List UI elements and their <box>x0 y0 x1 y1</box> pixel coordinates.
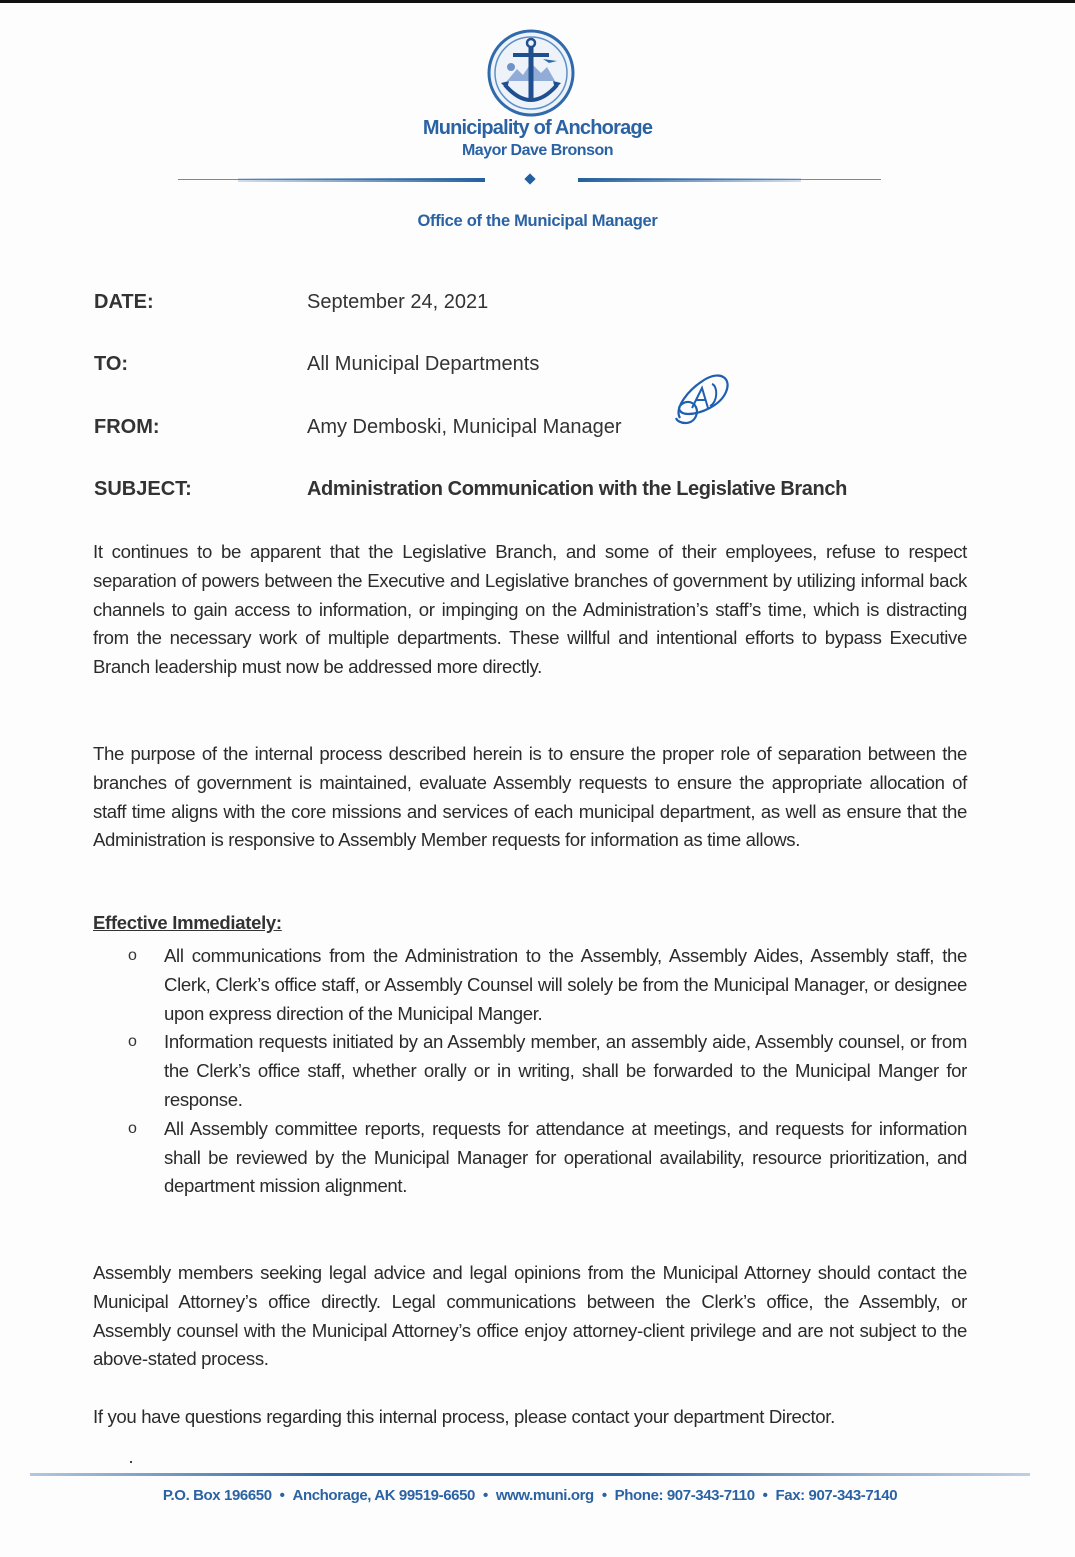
paragraph-contact: If you have questions regarding this internal process, please contact your department Director. <box>93 1406 835 1427</box>
diamond-ornament-icon <box>524 173 535 184</box>
letterhead-rule-right <box>578 178 881 182</box>
from-value: Amy Demboski, Municipal Manager <box>307 416 622 438</box>
footer-phone: Phone: 907-343-7110 <box>614 1487 755 1504</box>
list-item-text: Information requests initiated by an Assembly member, an assembly aide, Assembly counsel, or from the Clerk’s office staff, whether orally or in writing, shall be forwarded to the Municipal Manger for response. <box>164 1031 967 1110</box>
list-item-text: All Assembly committee reports, requests for attendance at meetings, and requests for information shall be reviewed by the Municipal Manager for operational availability, resource prioritization, and department mission alignment. <box>164 1117 967 1197</box>
initials-signature-icon <box>670 368 734 430</box>
to-value: All Municipal Departments <box>307 353 540 375</box>
bullet-separator-icon: • <box>762 1487 768 1504</box>
scan-speck <box>130 1461 132 1463</box>
footer-fax: Fax: 907-343-7140 <box>775 1487 898 1504</box>
footer-city: Anchorage, AK 99519-6650 <box>292 1487 475 1504</box>
bullet-separator-icon: • <box>482 1487 488 1504</box>
list-item <box>128 1115 967 1201</box>
footer-website-link[interactable]: www.muni.org <box>495 1487 594 1504</box>
letterhead-rule-left <box>178 178 485 182</box>
date-value: September 24, 2021 <box>307 291 489 313</box>
date-label: DATE: <box>94 291 154 313</box>
anchorage-seal-icon <box>487 29 575 117</box>
paragraph-purpose: The purpose of the internal process described herein is to ensure the proper role of separation between the branches of government is maintained, evaluate Assembly requests to ensure the appropriate allocation of staff time aligns with the core missions and services of each municipal department, as well as ensure that the Administration is responsive to Assembly Member requests for information as time allows. <box>93 743 967 851</box>
paragraph-legal: Assembly members seeking legal advice and legal opinions from the Municipal Attorney should contact the Municipal Attorney’s office directly. Legal communications between the Clerk’s office, the Assembly, or Assembly counsel with the Municipal Attorney’s office enjoy attorney-client privilege and are not subject to the above-stated process. <box>93 1262 967 1370</box>
subject-value: Administration Communication with the Legislative Branch <box>307 478 847 500</box>
list-item <box>128 1028 967 1114</box>
from-label: FROM: <box>94 416 160 438</box>
paragraph-intro: It continues to be apparent that the Legislative Branch, and some of their employees, refuse to respect separation of powers between the Executive and Legislative branches of government by utilizing informal back channels to gain access to information, or impinging on the Administration’s staff’s time, which is distracting from the necessary work of multiple departments. These willful and intentional efforts to bypass Executive Branch leadership must now be addressed more directly. <box>93 541 967 678</box>
mayor-name: Mayor Dave Bronson <box>461 142 614 159</box>
subject-label: SUBJECT: <box>94 478 192 500</box>
footer-rule <box>30 1473 1030 1476</box>
hollow-bullet-icon: o <box>128 947 137 964</box>
hollow-bullet-icon: o <box>128 1033 137 1051</box>
effective-immediately-heading: Effective Immediately: <box>93 912 282 933</box>
organization-name: Municipality of Anchorage <box>422 117 653 139</box>
hollow-bullet-icon: o <box>128 1119 137 1137</box>
bullet-separator-icon: • <box>601 1487 607 1504</box>
list-item-text: All communications from the Administration to the Assembly, Assembly Aides, Assembly staff, the Clerk, Clerk’s office staff, or Assembly Counsel will solely be from the Municipal Manager, or designee upon express direction of the Municipal Manger. <box>164 945 967 1024</box>
scan-top-edge <box>0 0 1075 3</box>
directive-list <box>128 942 967 1201</box>
footer-contact-line <box>0 1487 1060 1504</box>
to-label: TO: <box>94 353 129 375</box>
footer-po-box: P.O. Box 196650 <box>162 1487 272 1504</box>
office-name: Office of the Municipal Manager <box>417 212 658 230</box>
list-item <box>128 942 967 1028</box>
bullet-separator-icon: • <box>279 1487 285 1504</box>
